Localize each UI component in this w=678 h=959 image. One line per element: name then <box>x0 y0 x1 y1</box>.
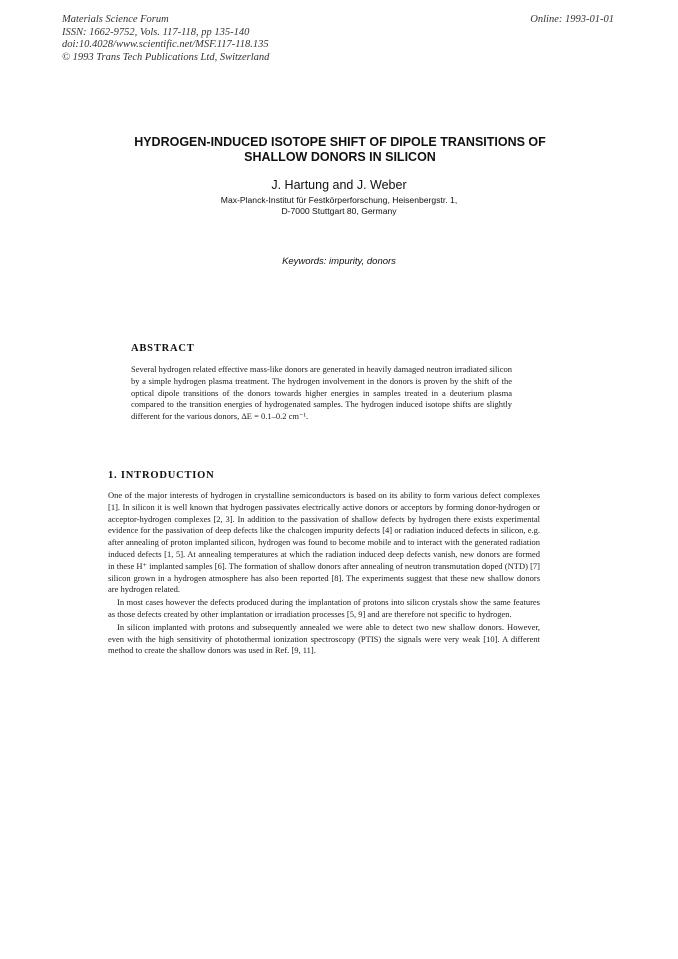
intro-paragraph-2: In most cases however the defects produced during the implantation of protons into silicon crystals show the same features as those defects created by other implantation or irradiation processes [5, 9] and are therefore not specific to hydrogen. <box>108 597 540 619</box>
issn-line: ISSN: 1662-9752, Vols. 117-118, pp 135-140 <box>62 26 250 38</box>
authors: J. Hartung and J. Weber <box>271 178 407 192</box>
abstract-text: Several hydrogen related effective mass-like donors are generated in heavily damaged neutron irradiated silicon by a simple hydrogen plasma treatment. The hydrogen involvement in the donors is proven by the shift of the optical dipole transitions of the donors towards higher energies in samples treated in a deuterium plasma compared to the transition energies of hydrogenated samples. The hydrogen induced isotope shifts are slightly different for the various donors, ΔE = 0.1–0.2 cm⁻¹. <box>131 364 512 422</box>
abstract-heading: ABSTRACT <box>131 343 195 354</box>
journal-header <box>62 14 269 64</box>
introduction-heading: 1. INTRODUCTION <box>108 470 215 481</box>
paper-title <box>90 135 590 165</box>
intro-paragraph-1: One of the major interests of hydrogen in crystalline semiconductors is based on its ability to form various defect complexes [1]. In silicon it is well known that hydrogen passivates electrically active donors or acceptors by forming donor-hydrogen or acceptor-hydrogen complexes [2, 3]. In addition to the passivation of shallow defects by hydrogen there exists experimental evidence for the passivation of deep defects like the chalcogen impurity defects [4] or radiation induced defects in silicon, e.g. after annealing of proton implanted silicon, hydrogen was found to become mobile and to interact with the generated radiation induced defects [1, 5]. At annealing temperatures at which the radiation induced deep defects vanish, new donors are formed in these H⁺ implanted samples [6]. The formation of shallow donors after annealing of neutron transmutation doped (NTD) [7] silicon grown in a hydrogen atmosphere has also been reported [8]. The experiments suggest that these new shallow donors are hydrogen related. <box>108 490 540 595</box>
intro-paragraph-3: In silicon implanted with protons and subsequently annealed we were able to detect two new shallow donors. However, even with the high sensitivity of photothermal ionization spectroscopy (PTIS) the signals were very weak [10]. A different method to create the shallow donors was used in Ref. [9, 11]. <box>108 621 540 656</box>
introduction-body <box>108 490 540 657</box>
affiliation-line-2: D-7000 Stuttgart 80, Germany <box>281 206 397 216</box>
online-date: Online: 1993-01-01 <box>530 14 614 25</box>
title-line-1: HYDROGEN-INDUCED ISOTOPE SHIFT OF DIPOLE TRANSITIONS OF <box>134 135 546 149</box>
affiliation-line-1: Max-Planck-Institut für Festkörperforschung, Heisenbergstr. 1, <box>220 195 458 205</box>
doi-line: doi:10.4028/www.scientific.net/MSF.117-118.135 <box>62 39 269 50</box>
journal-name: Materials Science Forum <box>62 14 169 25</box>
title-line-2: SHALLOW DONORS IN SILICON <box>244 150 436 164</box>
affiliation <box>0 195 678 217</box>
copyright-line: © 1993 Trans Tech Publications Ltd, Switzerland <box>62 51 270 63</box>
keywords: Keywords: impurity, donors <box>282 256 396 267</box>
